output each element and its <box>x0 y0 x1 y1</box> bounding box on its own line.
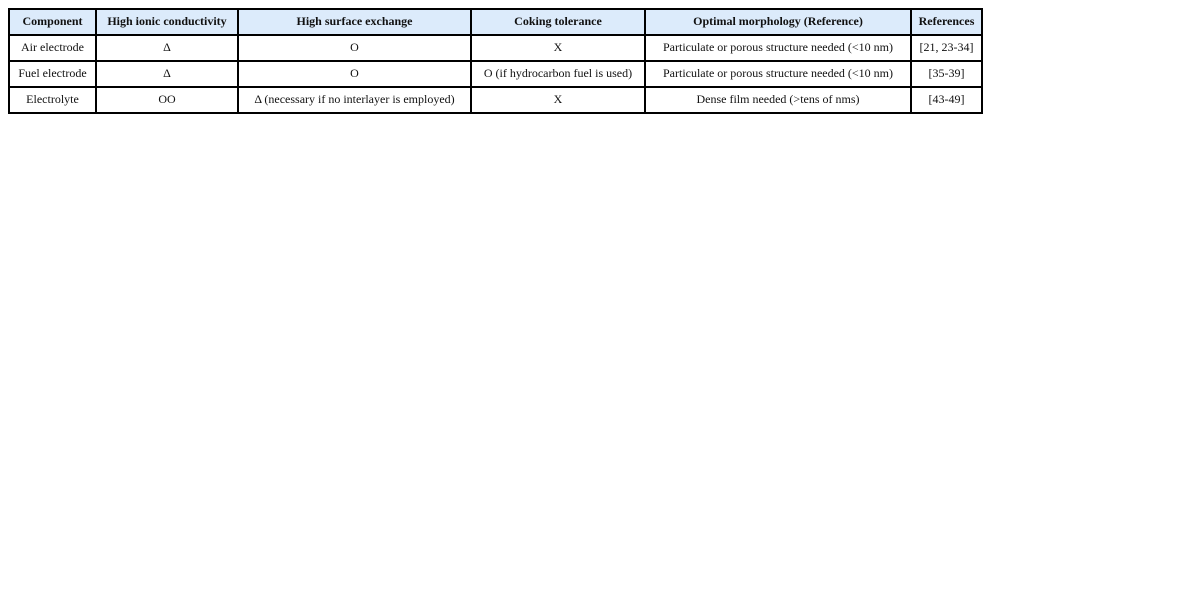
cell-component: Electrolyte <box>9 87 96 113</box>
table-row <box>9 35 982 61</box>
cell-component: Air electrode <box>9 35 96 61</box>
header-surface-exchange: High surface exchange <box>238 9 471 35</box>
cell-optimal-morphology: Dense film needed (>tens of nms) <box>645 87 911 113</box>
cell-surface-exchange: O <box>238 61 471 87</box>
header-ionic-conductivity: High ionic conductivity <box>96 9 238 35</box>
cell-ionic-conductivity: Δ <box>96 35 238 61</box>
cell-references: [43-49] <box>911 87 982 113</box>
header-coking-tolerance: Coking tolerance <box>471 9 645 35</box>
cell-optimal-morphology: Particulate or porous structure needed (<10 nm) <box>645 61 911 87</box>
cell-surface-exchange: Δ (necessary if no interlayer is employed) <box>238 87 471 113</box>
cell-coking-tolerance: X <box>471 87 645 113</box>
cell-coking-tolerance: O (if hydrocarbon fuel is used) <box>471 61 645 87</box>
header-references: References <box>911 9 982 35</box>
cell-ionic-conductivity: OO <box>96 87 238 113</box>
header-optimal-morphology: Optimal morphology (Reference) <box>645 9 911 35</box>
comparison-table <box>8 8 983 114</box>
table-body <box>9 35 982 113</box>
cell-optimal-morphology: Particulate or porous structure needed (<10 nm) <box>645 35 911 61</box>
table-row <box>9 87 982 113</box>
cell-references: [35-39] <box>911 61 982 87</box>
cell-references: [21, 23-34] <box>911 35 982 61</box>
cell-component: Fuel electrode <box>9 61 96 87</box>
table-header <box>9 9 982 35</box>
table-row <box>9 61 982 87</box>
header-row <box>9 9 982 35</box>
comparison-table-container <box>8 8 983 114</box>
cell-coking-tolerance: X <box>471 35 645 61</box>
header-component: Component <box>9 9 96 35</box>
cell-surface-exchange: O <box>238 35 471 61</box>
cell-ionic-conductivity: Δ <box>96 61 238 87</box>
